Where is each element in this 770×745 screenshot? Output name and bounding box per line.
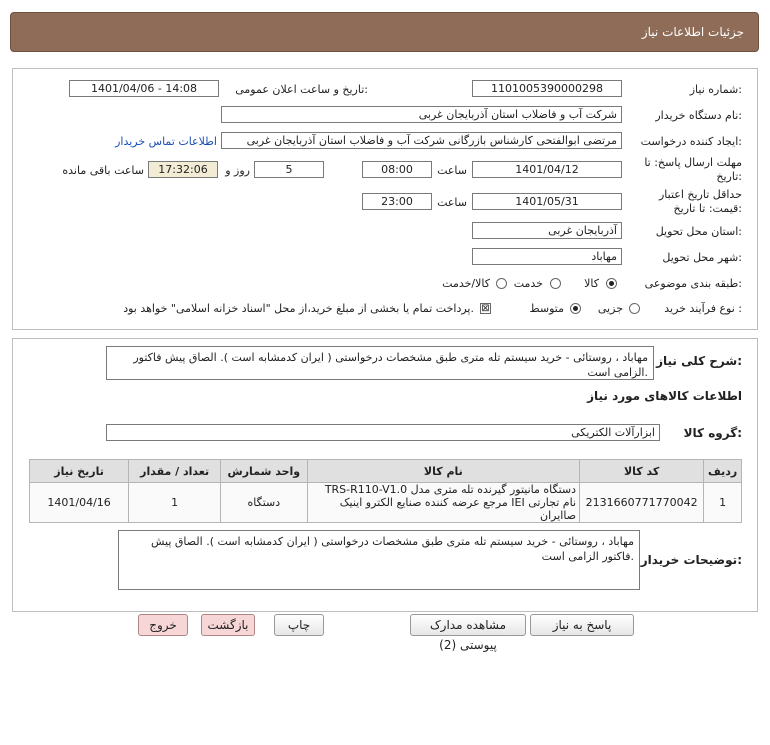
cell-unit: دستگاه xyxy=(221,483,308,523)
print-button[interactable]: چاپ xyxy=(274,614,324,636)
col-unit: واحد شمارش xyxy=(221,460,308,483)
cell-date: 1401/04/16 xyxy=(30,483,129,523)
table-row xyxy=(30,483,742,523)
deadline-time-label: ساعت xyxy=(437,164,467,177)
contact-buyer-link[interactable]: اطلاعات تماس خریدار xyxy=(115,135,217,148)
description-field: مهاباد ، روستائی - خرید سیستم تله متری طبق مشخصات درخواستی ( ایران کدمشابه است ). الصاق پیش فاکتور الزامی است. xyxy=(106,346,654,380)
col-name: نام کالا xyxy=(307,460,579,483)
need-number-field: 1101005390000298 xyxy=(472,80,622,97)
province-label: استان محل تحویل: xyxy=(655,225,742,238)
buyer-notes-label: توضیحات خریدار: xyxy=(640,553,742,567)
validity-date-field: 1401/05/31 xyxy=(472,193,622,210)
validity-time-field: 23:00 xyxy=(362,193,432,210)
process-radio-medium[interactable] xyxy=(570,303,581,314)
validity-time-label: ساعت xyxy=(437,196,467,209)
deadline-time-field: 08:00 xyxy=(362,161,432,178)
process-radio-minor[interactable] xyxy=(629,303,640,314)
days-label: روز و xyxy=(225,164,250,177)
treasury-payment-checkbox[interactable]: ⊠ xyxy=(481,303,490,314)
category-both-label: کالا/خدمت xyxy=(442,277,490,290)
city-field: مهاباد xyxy=(472,248,622,265)
cell-name: دستگاه مانیتور گیرنده تله متری مدل TRS-R110-V1.0 نام تجارتی IEI مرجع عرضه کننده صنایع الکترو اینیک صاایران xyxy=(307,483,579,523)
exit-button[interactable]: خروج xyxy=(138,614,188,636)
creator-label: ایجاد کننده درخواست: xyxy=(640,135,742,148)
cell-row: 1 xyxy=(704,483,742,523)
city-label: شهر محل تحویل: xyxy=(662,251,742,264)
validity-label: حداقل تاریخ اعتبار xyxy=(658,188,742,201)
announce-field: 1401/04/06 - 14:08 xyxy=(69,80,219,97)
validity-label-date: قیمت: تا تاریخ: xyxy=(673,202,742,215)
announce-label: تاریخ و ساعت اعلان عمومی: xyxy=(235,83,368,96)
cell-code: 2131660771770042 xyxy=(580,483,704,523)
days-field: 5 xyxy=(254,161,324,178)
description-label: شرح کلی نیاز: xyxy=(656,354,742,368)
process-medium-label: متوسط xyxy=(529,302,564,315)
category-radio-goods[interactable] xyxy=(606,278,617,289)
buyer-label: نام دستگاه خریدار: xyxy=(655,109,742,122)
back-button[interactable]: بازگشت xyxy=(201,614,255,636)
deadline-date-field: 1401/04/12 xyxy=(472,161,622,178)
category-goods-label: کالا xyxy=(584,277,599,290)
col-row: ردیف xyxy=(704,460,742,483)
cell-qty: 1 xyxy=(129,483,221,523)
goods-group-field: ابزارآلات الکتریکی xyxy=(106,424,660,441)
category-service-label: خدمت xyxy=(513,277,543,290)
page-header xyxy=(10,12,759,52)
goods-section-title: اطلاعات کالاهای مورد نیاز xyxy=(587,389,742,403)
treasury-payment-note: پرداخت تمام یا بخشی از مبلغ خرید،از محل "اسناد خزانه اسلامی" خواهد بود. xyxy=(123,302,474,315)
attachments-button[interactable]: مشاهده مدارک پیوستی (2) xyxy=(410,614,526,636)
buyer-notes-field: مهاباد ، روستائی - خرید سیستم تله متری طبق مشخصات درخواستی ( ایران کدمشابه است ). الصاق پیش فاکتور الزامی است. xyxy=(118,530,640,590)
category-label: طبقه بندی موضوعی: xyxy=(644,277,742,290)
col-date: تاریخ نیاز xyxy=(30,460,129,483)
process-minor-label: جزیی xyxy=(597,302,623,315)
col-qty: تعداد / مقدار xyxy=(129,460,221,483)
creator-field: مرتضی ابوالفتحی کارشناس بازرگانی شرکت آب و فاضلاب استان آذربایجان غربی xyxy=(221,132,622,149)
deadline-label: مهلت ارسال پاسخ: تا xyxy=(644,156,742,169)
province-field: آذربایجان غربی xyxy=(472,222,622,239)
remaining-time-field: 17:32:06 xyxy=(148,161,218,178)
category-radio-both[interactable] xyxy=(496,278,507,289)
process-label: نوع فرآیند خرید : xyxy=(664,302,742,315)
goods-table xyxy=(29,459,742,523)
buyer-field: شرکت آب و فاضلاب استان آذربایجان غربی xyxy=(221,106,622,123)
category-radio-service[interactable] xyxy=(550,278,561,289)
page-title: جزئیات اطلاعات نیاز xyxy=(641,25,744,39)
need-number-label: شماره نیاز: xyxy=(689,83,742,96)
remaining-label: ساعت باقی مانده xyxy=(62,164,144,177)
deadline-label-date: تاریخ: xyxy=(716,170,742,183)
col-code: کد کالا xyxy=(580,460,704,483)
reply-button[interactable]: پاسخ به نیاز xyxy=(530,614,634,636)
goods-group-label: گروه کالا: xyxy=(683,426,742,440)
